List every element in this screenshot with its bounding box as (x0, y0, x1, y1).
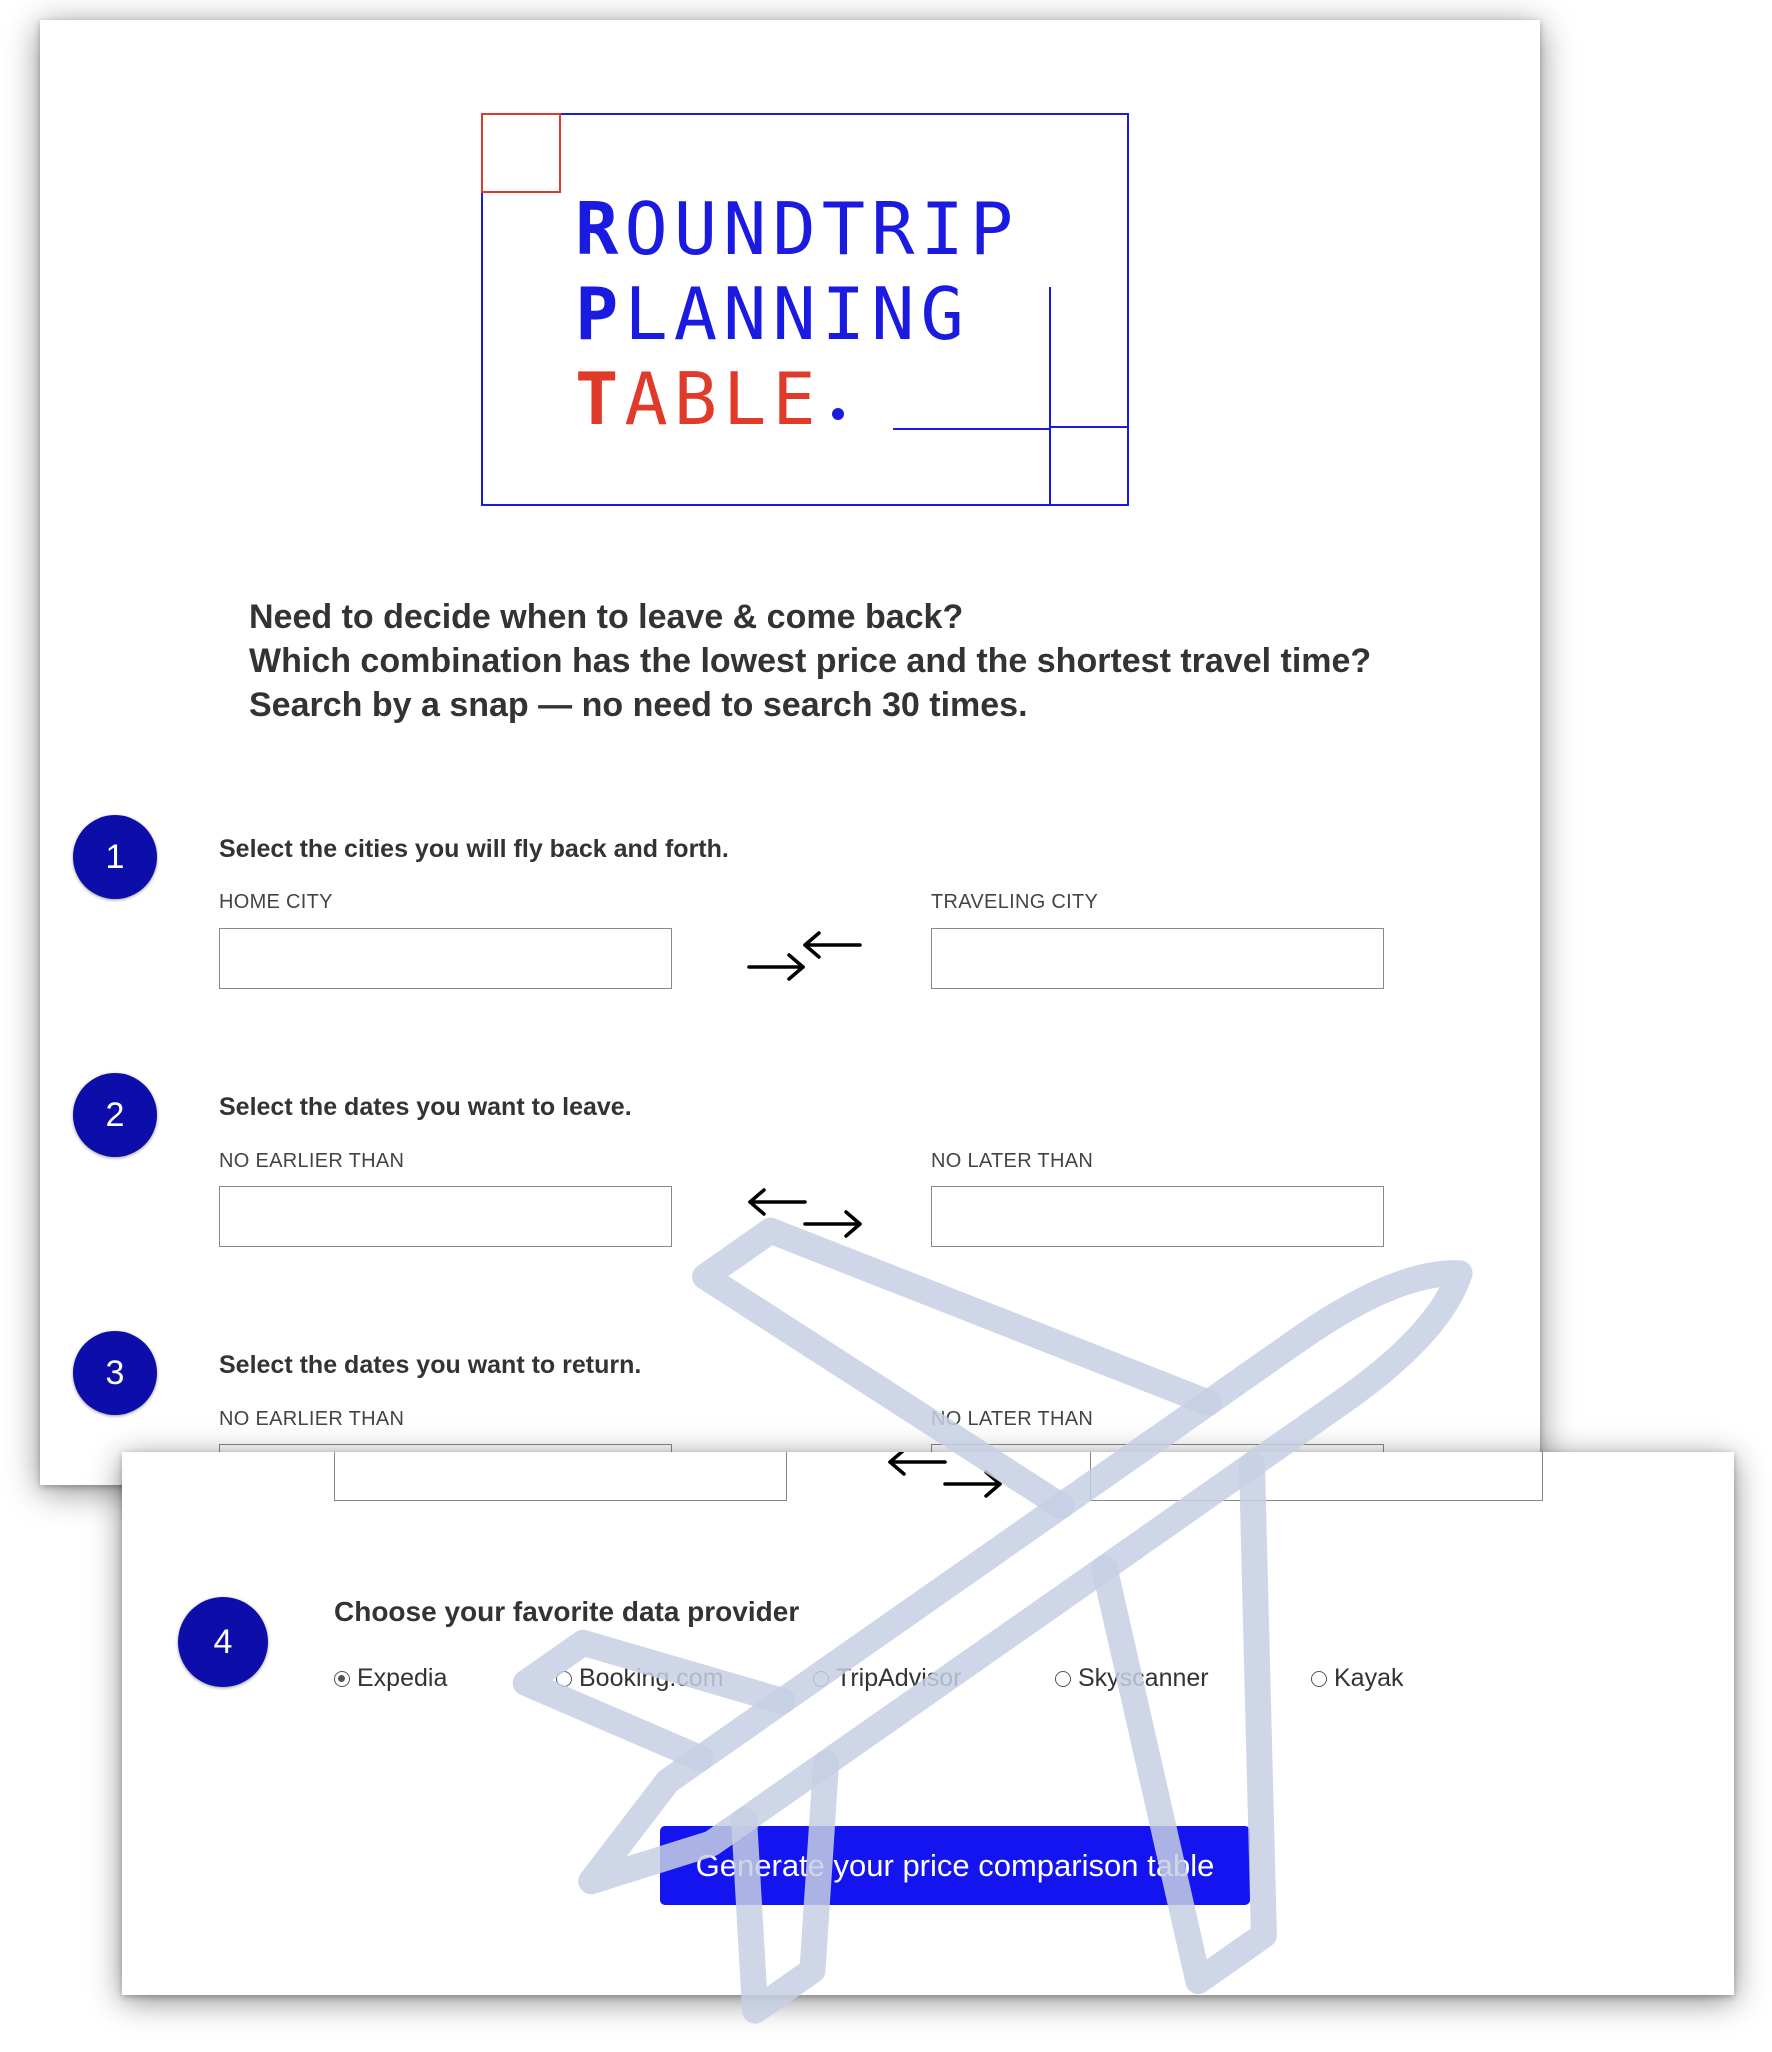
logo-red-square (481, 113, 561, 193)
provider-label: Booking.com (579, 1664, 724, 1692)
step-4-badge: 4 (178, 1597, 268, 1687)
logo-vertical-line (1049, 287, 1051, 428)
form-card-top (40, 20, 1540, 1485)
logo-line-planning (575, 272, 970, 356)
intro-text (249, 595, 1449, 727)
return-earliest-label: NO EARLIER THAN (219, 1408, 405, 1430)
logo-text-table: ABLE (624, 357, 822, 441)
traveling-city-input[interactable] (931, 928, 1384, 989)
leave-latest-label: NO LATER THAN (931, 1150, 1094, 1172)
logo-line-roundtrip (575, 187, 1020, 271)
logo-dot (832, 408, 844, 420)
provider-option-skyscanner[interactable] (1055, 1664, 1209, 1693)
step-1-title: Select the cities you will fly back and forth. (219, 835, 729, 863)
radio-icon[interactable] (1311, 1671, 1327, 1687)
step-4-title: Choose your favorite data provider (334, 1596, 800, 1627)
step-2-title: Select the dates you want to leave. (219, 1093, 632, 1121)
logo-horizontal-line (893, 428, 1051, 430)
return-earliest-input[interactable] (334, 1452, 787, 1501)
radio-icon[interactable] (813, 1671, 829, 1687)
provider-option-kayak[interactable] (1311, 1664, 1403, 1693)
app-logo (481, 113, 1129, 506)
form-card-bottom (122, 1452, 1734, 1995)
provider-label: Skyscanner (1078, 1664, 1209, 1692)
logo-corner-square (1049, 426, 1129, 506)
step-3-badge: 3 (73, 1331, 157, 1415)
provider-option-tripadvisor[interactable] (813, 1664, 962, 1693)
provider-label: Expedia (357, 1664, 448, 1692)
provider-option-expedia[interactable] (334, 1664, 447, 1693)
radio-selected-icon[interactable] (334, 1671, 350, 1687)
radio-icon[interactable] (1055, 1671, 1071, 1687)
intro-line-3: Search by a snap — no need to search 30 times. (249, 686, 1028, 724)
arrows-converge-icon (745, 925, 865, 985)
home-city-label: HOME CITY (219, 891, 333, 913)
provider-label: TripAdvisor (836, 1664, 962, 1692)
logo-text-planning: LANNING (624, 272, 970, 356)
home-city-input[interactable] (219, 928, 672, 989)
logo-letter-t: T (575, 357, 625, 441)
return-latest-label: NO LATER THAN (931, 1408, 1094, 1430)
generate-table-button[interactable]: Generate your price comparison table (660, 1826, 1250, 1905)
traveling-city-label: TRAVELING CITY (931, 891, 1099, 913)
logo-line-table (575, 357, 844, 441)
logo-letter-r: R (575, 187, 625, 271)
step-3-title: Select the dates you want to return. (219, 1351, 642, 1379)
provider-label: Kayak (1334, 1664, 1404, 1692)
provider-option-booking[interactable] (556, 1664, 724, 1693)
leave-latest-input[interactable] (931, 1186, 1384, 1247)
arrows-diverge-icon (885, 1452, 1005, 1502)
logo-letter-p: P (575, 272, 625, 356)
step-1-badge: 1 (73, 815, 157, 899)
leave-earliest-label: NO EARLIER THAN (219, 1150, 405, 1172)
logo-text-roundtrip: OUNDTRIP (624, 187, 1020, 271)
return-latest-input[interactable] (1090, 1452, 1543, 1501)
radio-icon[interactable] (556, 1671, 572, 1687)
intro-line-2: Which combination has the lowest price and the shortest travel time? (249, 642, 1372, 680)
leave-earliest-input[interactable] (219, 1186, 672, 1247)
arrows-diverge-icon (745, 1182, 865, 1242)
step-2-badge: 2 (73, 1073, 157, 1157)
intro-line-1: Need to decide when to leave & come back? (249, 598, 964, 636)
